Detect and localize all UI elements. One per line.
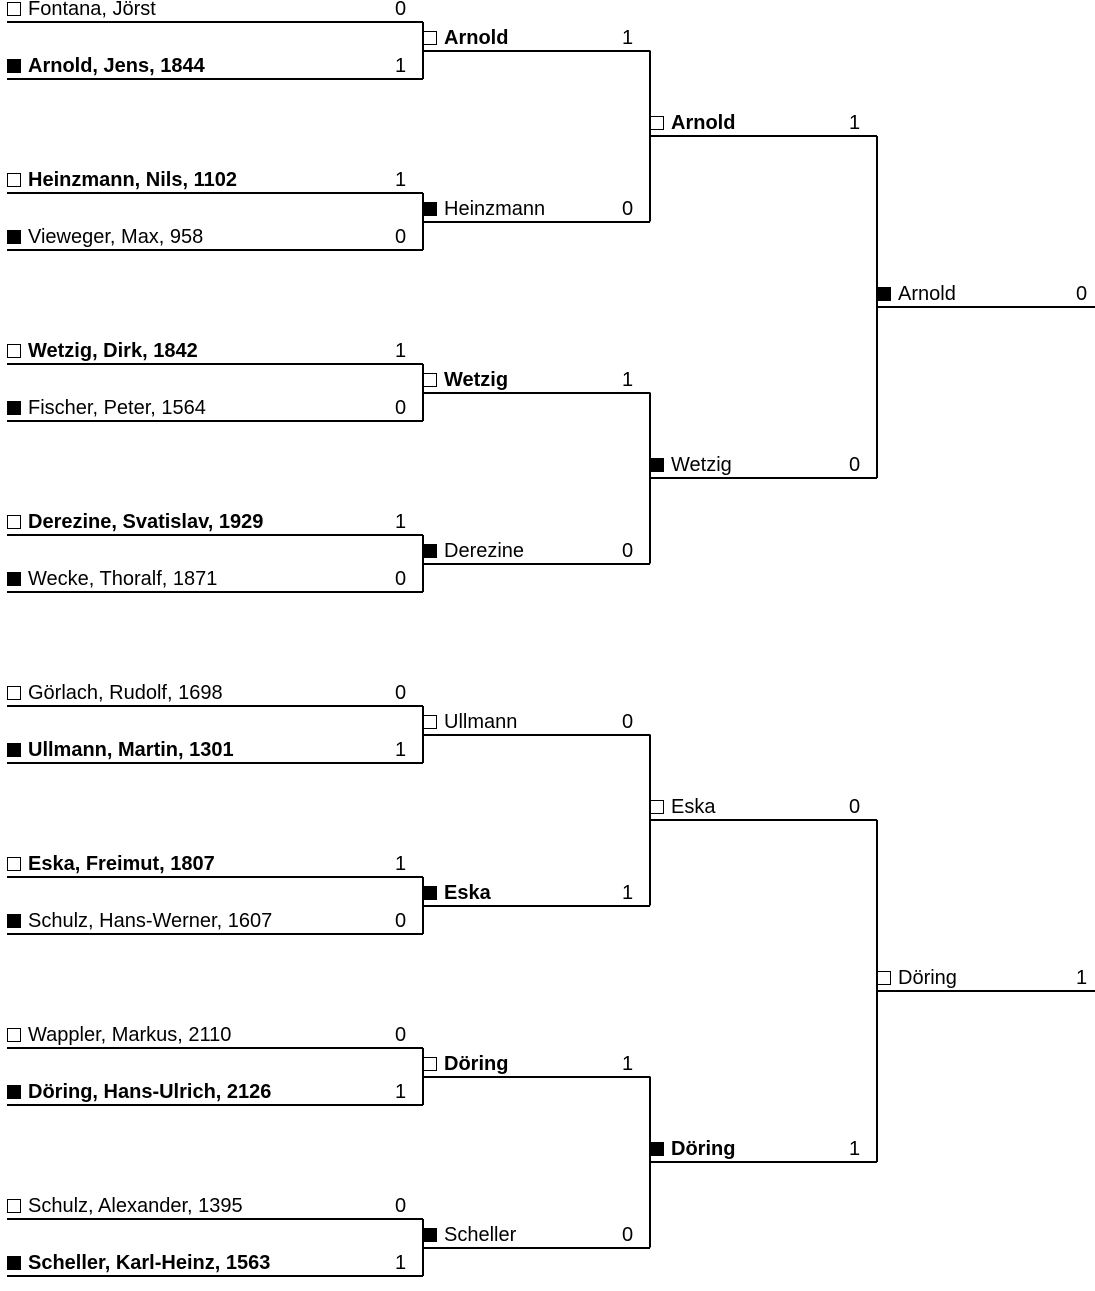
player-name	[7, 1252, 270, 1274]
white-square-icon	[7, 686, 21, 700]
white-square-icon	[423, 31, 437, 45]
player-name	[423, 1224, 516, 1246]
player-name-text: Schulz, Hans-Werner, 1607	[28, 910, 273, 932]
player-score: 0	[395, 568, 407, 590]
white-square-icon	[650, 800, 664, 814]
player-name	[423, 540, 524, 562]
player-name-text: Derezine	[444, 539, 525, 562]
player-name-text: Fontana, Jörst	[28, 0, 156, 20]
player-score: 0	[395, 682, 407, 704]
player-name	[650, 454, 732, 476]
player-name-text: Döring	[444, 1052, 509, 1075]
player-score: 0	[395, 1195, 407, 1217]
round1-player-slot	[7, 1253, 423, 1277]
black-square-icon	[650, 1142, 664, 1156]
player-score: 0	[849, 796, 861, 818]
player-name-text: Derezine, Svatislav, 1929	[28, 511, 264, 533]
player-name-text: Wetzig	[444, 368, 509, 391]
round3-player-slot	[650, 455, 877, 479]
player-name-text: Wetzig, Dirk, 1842	[28, 340, 198, 362]
player-score: 0	[622, 710, 634, 733]
round1-player-slot	[7, 341, 423, 365]
player-name-text: Scheller	[444, 1223, 517, 1246]
player-score: 1	[395, 1252, 407, 1274]
player-name	[7, 1195, 243, 1217]
player-name	[423, 882, 491, 904]
white-square-icon	[7, 1199, 21, 1213]
player-score: 1	[1076, 967, 1088, 989]
black-square-icon	[7, 59, 21, 73]
player-score: 1	[849, 112, 861, 134]
black-square-icon	[7, 1085, 21, 1099]
black-square-icon	[7, 1256, 21, 1270]
round2-player-slot	[423, 199, 650, 223]
round2-player-slot	[423, 1054, 650, 1078]
player-name	[423, 27, 508, 49]
player-name-text: Görlach, Rudolf, 1698	[28, 682, 223, 704]
player-score: 0	[1076, 283, 1088, 305]
white-square-icon	[7, 173, 21, 187]
player-name-text: Döring, Hans-Ulrich, 2126	[28, 1081, 272, 1103]
black-square-icon	[423, 202, 437, 216]
white-square-icon	[7, 1028, 21, 1042]
player-name	[877, 283, 956, 305]
player-name-text: Döring	[898, 967, 957, 989]
round1-player-slot	[7, 1025, 423, 1049]
player-name-text: Arnold	[898, 283, 956, 305]
player-score: 1	[395, 340, 407, 362]
player-name	[423, 369, 508, 391]
player-name-text: Arnold	[444, 26, 509, 49]
round2-player-slot	[423, 370, 650, 394]
black-square-icon	[423, 1228, 437, 1242]
round2-player-slot	[423, 28, 650, 52]
player-name-text: Scheller, Karl-Heinz, 1563	[28, 1252, 271, 1274]
player-score: 0	[395, 0, 407, 20]
round1-player-slot	[7, 569, 423, 593]
player-score: 0	[622, 1223, 634, 1246]
player-name	[7, 0, 156, 20]
player-score: 0	[395, 397, 407, 419]
player-score: 0	[395, 910, 407, 932]
player-name-text: Wetzig	[671, 454, 732, 476]
black-square-icon	[7, 743, 21, 757]
player-name-text: Heinzmann	[444, 197, 546, 220]
player-score: 1	[395, 1081, 407, 1103]
black-square-icon	[7, 230, 21, 244]
round2-player-slot	[423, 1225, 650, 1249]
black-square-icon	[423, 544, 437, 558]
round3-player-slot	[650, 1139, 877, 1163]
player-score: 0	[622, 197, 634, 220]
player-score: 1	[622, 26, 634, 49]
player-score: 1	[849, 1138, 861, 1160]
player-score: 0	[849, 454, 861, 476]
player-name-text: Schulz, Alexander, 1395	[28, 1195, 243, 1217]
player-name	[7, 340, 198, 362]
white-square-icon	[7, 2, 21, 16]
player-name-text: Heinzmann, Nils, 1102	[28, 169, 237, 191]
round1-player-slot	[7, 683, 423, 707]
round1-player-slot	[7, 56, 423, 80]
white-square-icon	[877, 971, 891, 985]
round1-player-slot	[7, 1196, 423, 1220]
player-score: 1	[395, 739, 407, 761]
player-name	[7, 910, 272, 932]
player-name-text: Wappler, Markus, 2110	[28, 1024, 232, 1046]
white-square-icon	[423, 373, 437, 387]
round1-player-slot	[7, 227, 423, 251]
player-score: 1	[395, 511, 407, 533]
player-name	[7, 169, 237, 191]
player-name	[650, 112, 735, 134]
player-name-text: Fischer, Peter, 1564	[28, 397, 206, 419]
player-score: 0	[622, 539, 634, 562]
round1-player-slot	[7, 911, 423, 935]
player-name-text: Vieweger, Max, 958	[28, 226, 204, 248]
player-score: 1	[622, 881, 634, 904]
white-square-icon	[7, 515, 21, 529]
player-name	[423, 1053, 508, 1075]
player-name-text: Ullmann	[444, 710, 518, 733]
player-name-text: Eska	[444, 881, 491, 904]
player-score: 1	[622, 1052, 634, 1075]
player-name-text: Arnold	[671, 112, 736, 134]
player-name	[650, 1138, 735, 1160]
round1-player-slot	[7, 170, 423, 194]
white-square-icon	[650, 116, 664, 130]
white-square-icon	[423, 715, 437, 729]
player-name	[7, 568, 217, 590]
round3-player-slot	[650, 113, 877, 137]
player-name	[7, 682, 223, 704]
round1-player-slot	[7, 0, 423, 23]
player-name	[7, 853, 215, 875]
round2-player-slot	[423, 541, 650, 565]
player-name	[7, 55, 205, 77]
round1-player-slot	[7, 512, 423, 536]
round4-player-slot	[877, 284, 1095, 308]
player-name-text: Eska, Freimut, 1807	[28, 853, 215, 875]
player-score: 1	[395, 853, 407, 875]
white-square-icon	[7, 857, 21, 871]
player-name	[650, 796, 715, 818]
player-score: 1	[622, 368, 634, 391]
black-square-icon	[7, 572, 21, 586]
player-name-text: Wecke, Thoralf, 1871	[28, 568, 218, 590]
player-score: 1	[395, 169, 407, 191]
black-square-icon	[7, 914, 21, 928]
round1-player-slot	[7, 854, 423, 878]
black-square-icon	[7, 401, 21, 415]
black-square-icon	[877, 287, 891, 301]
player-name-text: Döring	[671, 1138, 736, 1160]
white-square-icon	[423, 1057, 437, 1071]
player-name	[423, 711, 517, 733]
round4-player-slot	[877, 968, 1095, 992]
player-name	[7, 511, 263, 533]
player-name-text: Arnold, Jens, 1844	[28, 55, 205, 77]
player-score: 0	[395, 1024, 407, 1046]
round3-player-slot	[650, 797, 877, 821]
player-name-text: Ullmann, Martin, 1301	[28, 739, 234, 761]
player-name	[7, 739, 234, 761]
round2-player-slot	[423, 712, 650, 736]
player-name	[7, 1081, 271, 1103]
round1-player-slot	[7, 398, 423, 422]
player-name	[877, 967, 957, 989]
player-name	[7, 1024, 231, 1046]
player-name	[7, 397, 206, 419]
white-square-icon	[7, 344, 21, 358]
black-square-icon	[650, 458, 664, 472]
player-score: 1	[395, 55, 407, 77]
player-name	[7, 226, 203, 248]
player-name	[423, 198, 545, 220]
round1-player-slot	[7, 1082, 423, 1106]
player-name-text: Eska	[671, 796, 716, 818]
round2-player-slot	[423, 883, 650, 907]
black-square-icon	[423, 886, 437, 900]
round1-player-slot	[7, 740, 423, 764]
player-score: 0	[395, 226, 407, 248]
